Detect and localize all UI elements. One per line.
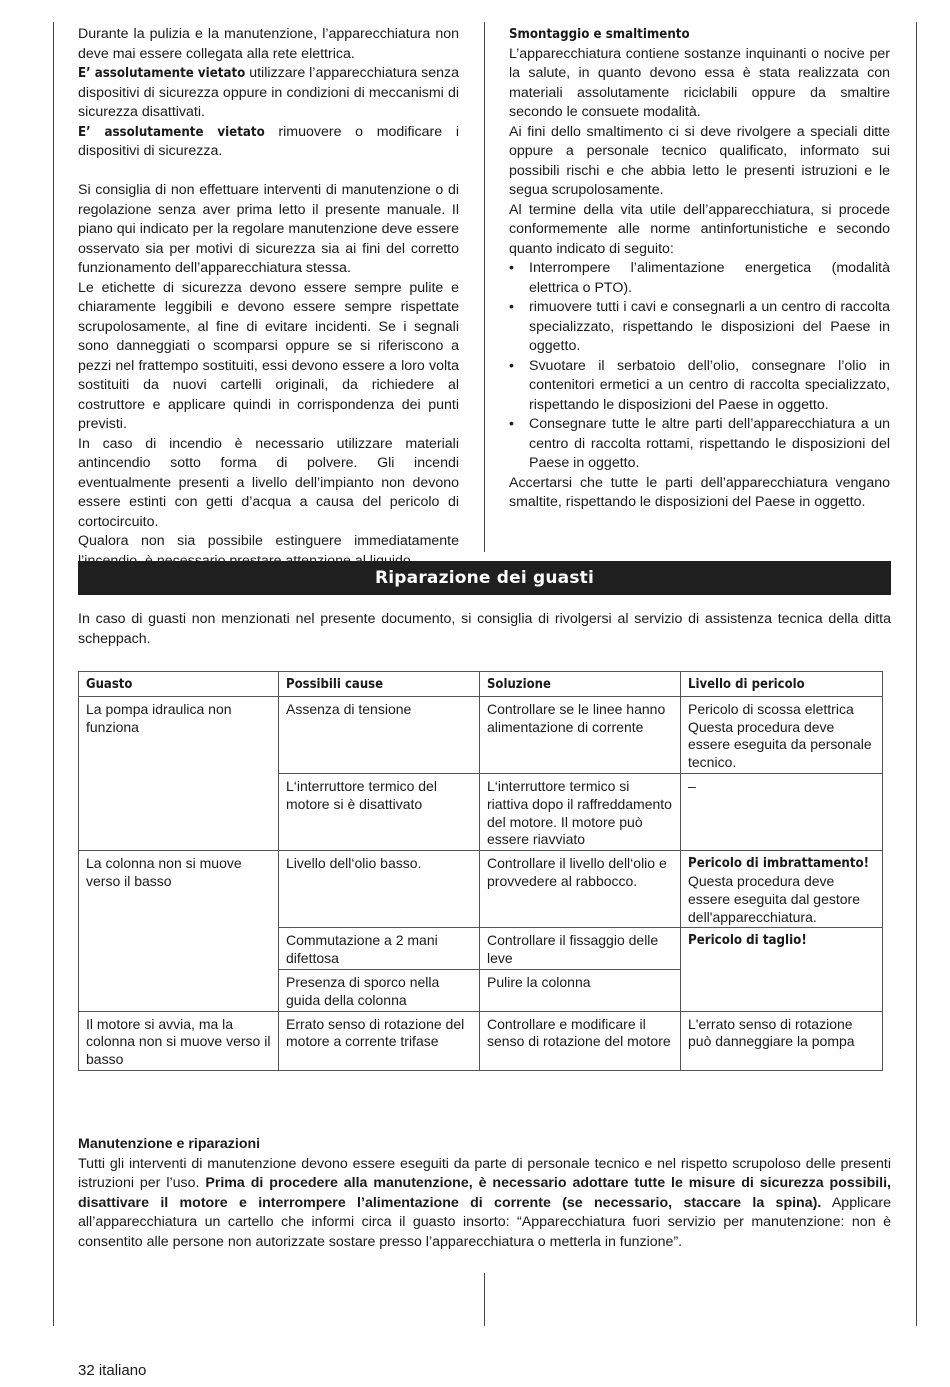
danger-cell: Pericolo di imbrattamento! Questa procedura deve essere eseguita dal gestore dell'apparecchiatura.	[681, 851, 883, 928]
disposal-paragraph-1: L’apparecchiatura contiene sostanze inquinanti o nocive per la salute, in quanto devono essa è stata realizzata con materiali assolutamente riciclabili oppure da smaltire secondo le consuete modalità.	[509, 45, 890, 120]
left-paragraph-labels: Le etichette di sicurezza devono essere sempre pulite e chiaramente leggibili e devono essere sempre rispettate scrupolosamente, al fine di evitare incidenti. Se i segnali sono danneggiati o scomparsi oppure se si riferiscono a pezzi nel frattempo sostituiti, essi devono essere a loro volta sostituiti da nuovi cartelli originali, da richiedere al costruttore e applicare quindi in corrispondenza dei punti previsti.	[78, 279, 459, 432]
bullet-icon: •	[509, 416, 514, 432]
solution-cell: Pulire la colonna	[480, 969, 681, 1011]
bullet-icon: •	[509, 357, 514, 374]
column-divider-bottom	[484, 1273, 485, 1326]
prohibited-use-text: utilizzare l’apparecchiatura senza dispositivi di sicurezza oppure in condizioni di meccanismi di sicurezza disattivati.	[78, 65, 459, 120]
left-paragraph-cleaning: Durante la pulizia e la manutenzione, l’apparecchiatura non deve mai essere collegata alla rete elettrica.	[78, 26, 459, 62]
left-margin-line	[53, 22, 54, 1326]
section-title: Riparazione dei guasti	[78, 561, 891, 595]
prohibited-remove-text: rimuovere o modificare i dispositivi di sicurezza.	[78, 123, 459, 159]
left-paragraph-extinguish: Qualora non sia possibile estinguere immediatamente	[78, 533, 459, 549]
column-divider-top	[484, 22, 485, 552]
left-paragraph-prohibited-use	[78, 64, 459, 123]
maintenance-section	[78, 1135, 891, 1252]
left-paragraph-manual: Si consiglia di non effettuare interventi di manutenzione o di regolazione senza aver prima letto il presente manuale. Il piano qui indicato per la regolare manutenzione deve essere osservato sia per motivi di sicurezza sia ai fini del corretto funzionamento dell’apparecchiatura stessa.	[78, 182, 459, 276]
column-header: Livello di pericolo	[681, 672, 883, 697]
list-item: • Consegnare tutte le altre parti dell’apparecchiatura a un centro di raccolta rottami, rispettando le disposizioni del Paese in oggetto.	[509, 416, 890, 471]
cause-cell: Errato senso di rotazione del motore a corrente trifase	[279, 1011, 480, 1070]
column-header: Possibili cause	[279, 672, 480, 697]
cause-cell: L‘interruttore termico del motore si è disattivato	[279, 773, 480, 850]
fault-cell: La pompa idraulica non funziona	[79, 696, 279, 850]
table-row	[79, 696, 883, 773]
danger-cell: Pericolo di scossa elettrica Questa procedura deve essere eseguita da personale tecnico.	[681, 696, 883, 773]
prohibited-label: E’ assolutamente vietato	[78, 66, 246, 81]
list-item: • Interrompere l’alimentazione energetica (modalità elettrica o PTO).	[509, 260, 890, 296]
cause-cell: Commutazione a 2 mani difettosa	[279, 928, 480, 970]
fault-cell: Il motore si avvia, ma la colonna non si muove verso il basso	[79, 1011, 279, 1070]
page-number: 32 italiano	[78, 1362, 147, 1379]
table-header-row	[79, 672, 883, 697]
disposal-paragraph-3: Al termine della vita utile dell’apparecchiatura, si procede conformemente alle norme antinfortunistiche e secondo quanto indicato di seguito:	[509, 201, 890, 257]
right-column	[509, 25, 890, 513]
list-item: • Svuotare il serbatoio dell’olio, consegnare l’olio in contenitori ermetici a un centro di raccolta specializzato, rispettando le disposizioni del Paese in oggetto.	[509, 357, 890, 413]
solution-cell: Controllare il fissaggio delle leve	[480, 928, 681, 970]
bullet-icon: •	[509, 299, 514, 315]
troubleshooting-table	[78, 671, 883, 1071]
disposal-paragraph-4: Accertarsi che tutte le parti dell’apparecchiatura vengano smaltite, rispettando le disposizioni del Paese in oggetto.	[509, 474, 890, 510]
danger-cell: Pericolo di taglio!	[681, 928, 883, 1011]
fault-cell: La colonna non si muove verso il basso	[79, 851, 279, 1011]
bullet-icon: •	[509, 260, 514, 276]
left-paragraph-prohibited-remove	[78, 123, 459, 162]
table-row	[79, 1011, 883, 1070]
maintenance-paragraph: Tutti gli interventi di manutenzione devono essere eseguiti da parte di personale tecnico e nel rispetto scrupoloso delle presenti istruzioni per l’uso. Prima di procedere alla manutenzione, è necessario adottare tutte le misure di sicurezza possibili, disattivare il motore e interrompere l’alimentazione di corrente (se necessario, staccare la spina). Applicare all’apparecchiatura un cartello che informi circa il guasto insorto: “Apparecchiatura fuori servizio per manutenzione: non è consentito alle persone non autorizzate sostare presso l’apparecchiatura o metterla in funzione”.	[78, 1155, 892, 1250]
danger-cell: –	[681, 773, 883, 850]
solution-cell: Controllare se le linee hanno alimentazione di corrente	[480, 696, 681, 773]
cause-cell: Assenza di tensione	[279, 696, 480, 773]
column-header: Guasto	[79, 672, 279, 697]
solution-cell: Controllare e modificare il senso di rotazione del motore	[480, 1011, 681, 1070]
list-item: • rimuovere tutti i cavi e consegnarli a un centro di raccolta specializzato, rispettando le disposizioni del Paese in oggetto.	[509, 299, 890, 354]
disposal-steps-list	[509, 259, 890, 474]
cause-cell: Presenza di sporco nella guida della colonna	[279, 969, 480, 1011]
maintenance-heading: Manutenzione e riparazioni	[78, 1136, 261, 1152]
left-paragraph-fire: In caso di incendio è necessario utilizzare materiali antincendio sotto forma di polvere. Gli incendi eventualmente presenti a livello dell’impianto non devono essere estinti con getti d’acqua a causa del pericolo di cortocircuito.	[78, 435, 459, 530]
column-header: Soluzione	[480, 672, 681, 697]
disposal-heading: Smontaggio e smaltimento	[509, 27, 690, 42]
right-margin-line	[916, 22, 917, 1326]
prohibited-label: E’ assolutamente vietato	[78, 124, 265, 140]
danger-cell: L'errato senso di rotazione può danneggiare la pompa	[681, 1011, 883, 1070]
disposal-paragraph-2: Ai fini dello smaltimento ci si deve rivolgere a speciali ditte oppure a personale tecnico qualificato, informato sui possibili rischi e che abbia letto le presenti istruzioni e le segua scrupolosamente.	[509, 123, 890, 198]
left-column	[78, 25, 459, 571]
cause-cell: Livello dell‘olio basso.	[279, 851, 480, 928]
solution-cell: Controllare il livello dell‘olio e provvedere al rabbocco.	[480, 851, 681, 928]
solution-cell: L‘interruttore termico si riattiva dopo il raffreddamento del motore. Il motore può essere riavviato	[480, 773, 681, 850]
maintenance-warning: Prima di procedere alla manutenzione, è necessario adottare tutte le misure di sicurezza possibili, disattivare il motore e interrompere l’alimentazione di corrente (se necessario, staccare la spina).	[78, 1175, 892, 1211]
section-intro: In caso di guasti non menzionati nel presente documento, si consiglia di rivolgersi al servizio di assistenza tecnica della ditta scheppach.	[78, 611, 891, 647]
table-row	[79, 851, 883, 928]
